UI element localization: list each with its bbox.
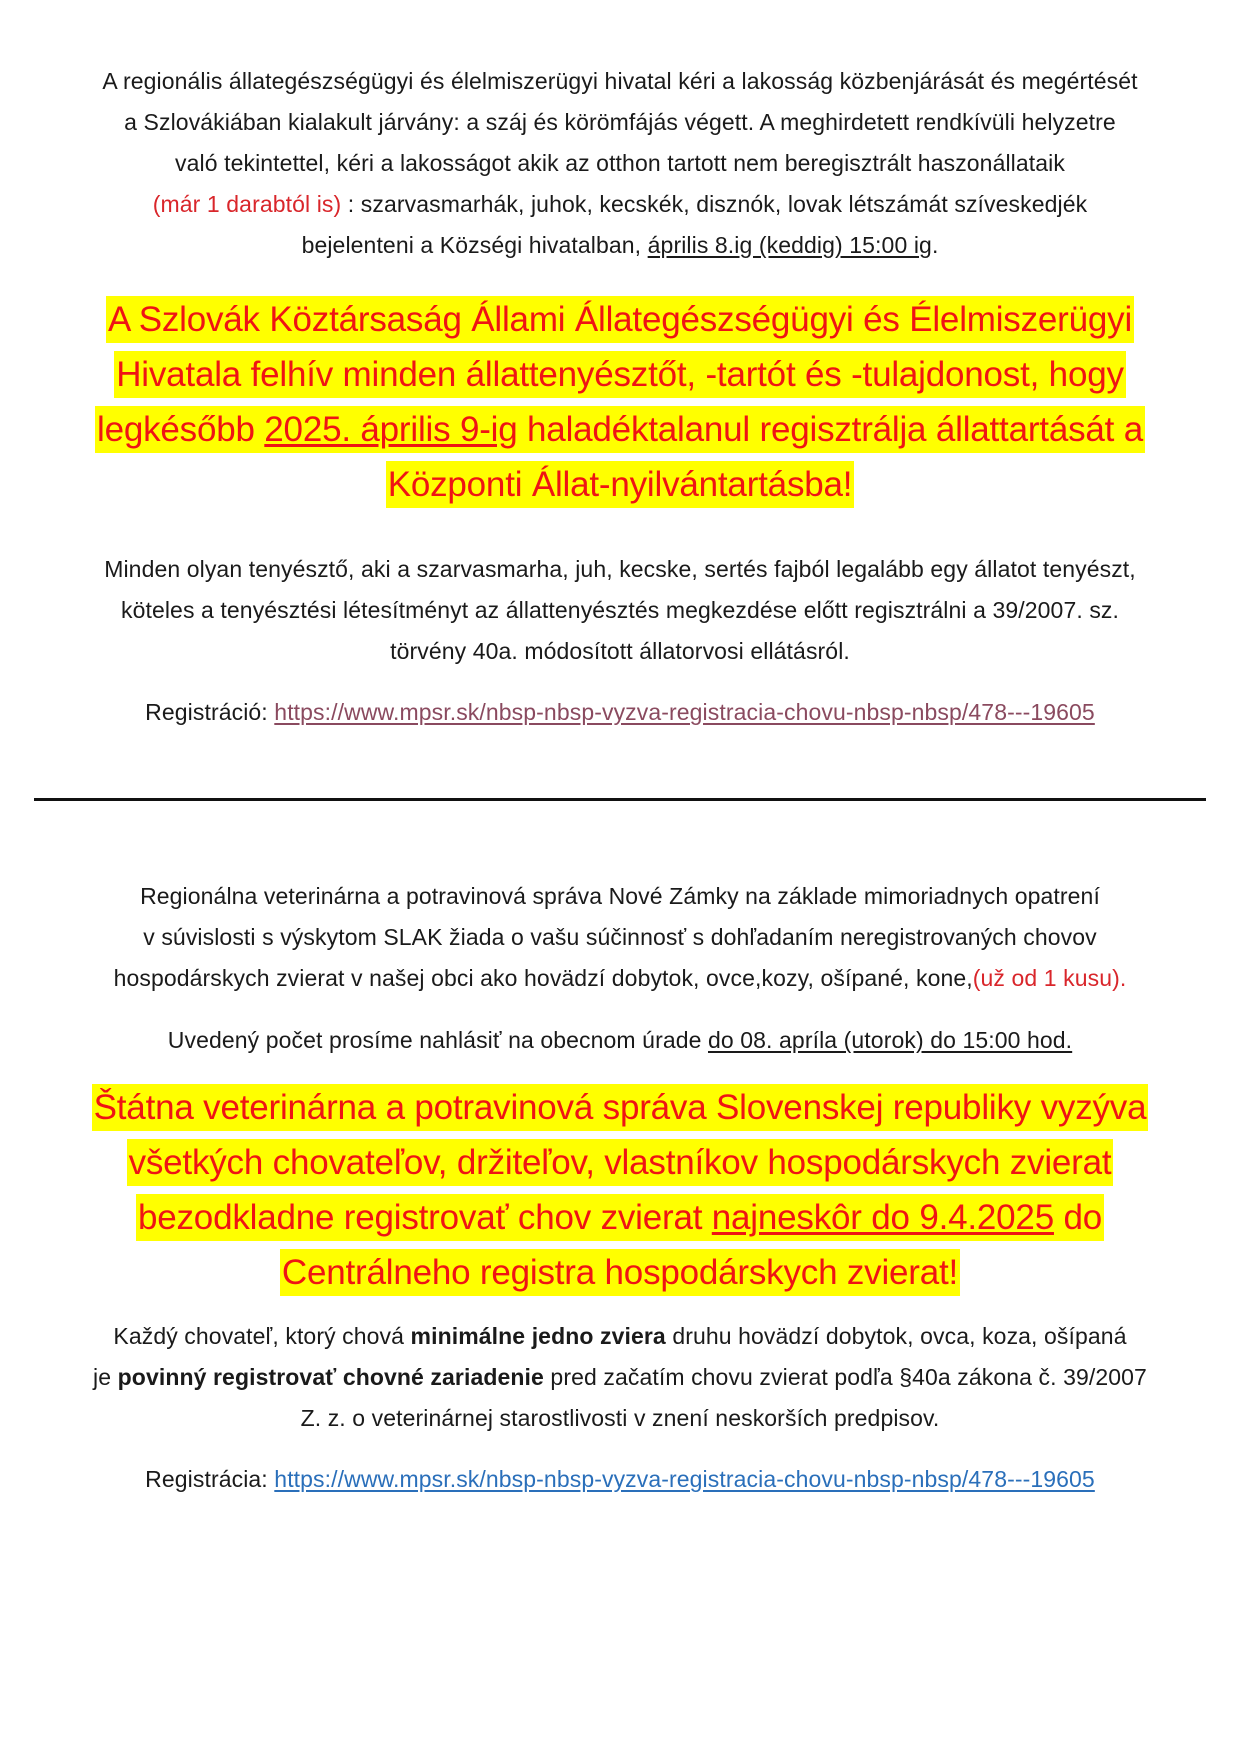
hu-report-text: bejelenteni a Községi hivatalban, [301,232,648,258]
hu-intro-period: . [931,232,939,258]
sk-body-law: pred začatím chovu zvierat podľa §40a zákona č. 39/2007 [543,1364,1147,1390]
sk-notice [30,1020,1210,1061]
hu-body-line-2: köteles a tenyésztési létesítményt az állattenyésztés megkezdése előtt regisztrálni a 39/2007. sz. [120,597,1120,623]
hu-body-line-3: törvény 40a. módosított állatorvosi ellátásról. [390,638,850,664]
sk-body-line-1 [30,1316,1210,1357]
sk-headline-text-2: do Centrálneho registra hospodárskych zvierat! [281,1198,1103,1292]
section-divider [34,798,1206,801]
hu-headline-date: 2025. április 9-ig [264,410,518,449]
sk-already-one-note: (už od 1 kusu). [972,965,1127,991]
sk-obligation: povinný registrovať chovné zariadenie [117,1364,544,1390]
sk-headline-text-1: Štátna veterinárna a potravinová správa Slovenskej republiky vyzýva všetkých chovateľov, držiteľov, vlastníkov hospodárskych zvierat bezodkladne registrovať chov zvierat [93,1088,1147,1237]
hu-intro-line-2: a Szlovákiában kialakult járvány: a száj és körömfájás végett. A meghirdetett rendkívüli helyzetre [124,109,1116,135]
sk-headline-highlight [92,1084,1149,1296]
sk-intro-paragraph [30,876,1210,999]
sk-intro-line-1: Regionálna veterinárna a potravinová správa Nové Zámky na základe mimoriadnych opatrení [140,883,1100,909]
hu-headline-text-1: A Szlovák Köztársaság Állami Állategészségügyi és Élelmiszerügyi Hivatala felhív minden állattenyésztőt, -tartót és -tulajdonost, hogy legkésőbb [97,300,1133,449]
sk-headline-date: najneskôr do 9.4.2025 [711,1198,1054,1237]
hu-intro-line-4 [30,184,1210,225]
sk-intro-line-2: v súvislosti s výskytom SLAK žiada o vašu súčinnosť s dohľadaním neregistrovaných chovov [143,924,1097,950]
sk-body-line-2 [30,1357,1210,1398]
sk-body-line-3: Z. z. o veterinárnej starostlivosti v znení neskorších predpisov. [300,1405,940,1431]
sk-registration-link[interactable]: https://www.mpsr.sk/nbsp-nbsp-vyzva-registracia-chovu-nbsp-nbsp/478---19605 [274,1466,1095,1492]
hu-registration-label: Registráció: [145,699,275,725]
sk-headline [30,1080,1210,1300]
sk-min-one-animal: minimálne jedno zviera [410,1323,666,1349]
hu-headline [30,292,1210,512]
hu-headline-text-2: haladéktalanul regisztrálja állattartását a Központi Állat-nyilvántartásba! [387,410,1143,504]
hu-headline-highlight [95,296,1145,508]
hu-intro-line-1: A regionális állategészségügyi és élelmiszerügyi hivatal kéri a lakosság közbenjárását és megértését [102,68,1138,94]
sk-notice-deadline: do 08. apríla (utorok) do 15:00 hod. [708,1027,1073,1053]
sk-animal-list: hospodárskych zvierat v našej obci ako hovädzí dobytok, ovce,kozy, ošípané, kone, [113,965,973,991]
sk-registration [30,1459,1210,1500]
hu-registration-link[interactable]: https://www.mpsr.sk/nbsp-nbsp-vyzva-registracia-chovu-nbsp-nbsp/478---19605 [274,699,1095,725]
hu-report-deadline: április 8.ig (keddig) 15:00 ig [647,232,932,258]
hu-intro-line-3: való tekintettel, kéri a lakosságot akik az otthon tartott nem beregisztrált haszonállataik [175,150,1065,176]
sk-body-species: druhu hovädzí dobytok, ovca, koza, ošípaná [665,1323,1127,1349]
sk-body-text: Každý chovateľ, ktorý chová [113,1323,411,1349]
sk-body-paragraph [30,1316,1210,1439]
sk-notice-text: Uvedený počet prosíme nahlásiť na obecnom úrade [167,1027,708,1053]
hu-already-one-note: (már 1 darabtól is) [152,191,342,217]
hu-registration [30,692,1210,733]
sk-body-text: je [93,1364,118,1390]
hu-intro-paragraph [30,61,1210,266]
hu-intro-line-5 [30,225,1210,266]
hu-animal-list: : szarvasmarhák, juhok, kecskék, disznók, lovak létszámát szíveskedjék [341,191,1088,217]
sk-intro-line-3 [30,958,1210,999]
sk-registration-label: Registrácia: [145,1466,275,1492]
hu-body-line-1: Minden olyan tenyésztő, aki a szarvasmarha, juh, kecske, sertés fajból legalább egy állatot tenyészt, [104,556,1136,582]
hu-body-paragraph [30,549,1210,672]
